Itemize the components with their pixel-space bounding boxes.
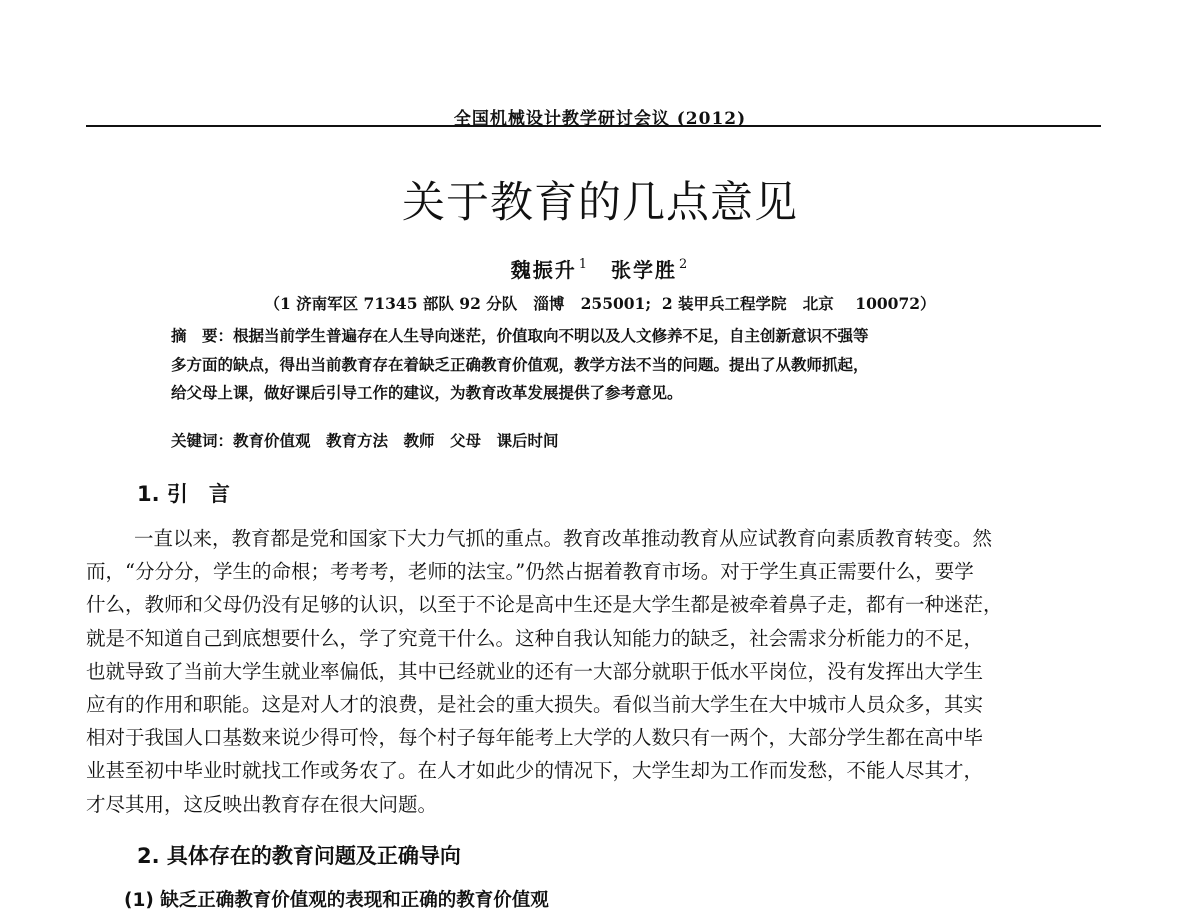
paragraph-line: 一直以来，教育都是党和国家下大力气抓的重点。教育改革推动教育从应试教育向素质教育转变。然	[134, 527, 993, 550]
paper-title: 关于教育的几点意见	[402, 178, 798, 228]
paragraph-line: 才尽其用，这反映出教育存在很大问题。	[86, 792, 438, 816]
section-heading-introduction: 1. 引 言	[137, 482, 230, 506]
paragraph-line: 什么，教师和父母仍没有足够的认识，以至于不论是高中生还是大学生都是被牵着鼻子走，都有一种迷茫，	[86, 593, 1003, 617]
affiliation: （1 济南军区 71345 部队 92 分队 淄博 255001; 2 装甲兵工程学院 北京 100072）	[264, 294, 936, 313]
author-affiliation-mark: 1	[578, 257, 589, 272]
paragraph-line: 应有的作用和职能。这是对人才的浪费，是社会的重大损失。看似当前大学生在大中城市人员众多，其实	[86, 693, 984, 717]
author-list	[0, 254, 1200, 283]
author-name: 张学胜	[611, 258, 677, 282]
paragraph-line: 就是不知道自己到底想要什么，学了究竟干什么。这种自我认知能力的缺乏，社会需求分析能力的不足，	[86, 626, 984, 650]
paragraph-line: 业甚至初中毕业时就找工作或务农了。在人才如此少的情况下，大学生却为工作而发愁，不能人尽其才，	[86, 759, 984, 783]
header-rule	[86, 125, 1101, 127]
introduction-paragraph	[86, 522, 1102, 821]
abstract-line: 给父母上课，做好课后引导工作的建议，为教育改革发展提供了参考意见。	[171, 383, 683, 402]
keywords: 关键词：教育价值观 教育方法 教师 父母 课后时间	[171, 431, 559, 450]
subsection-heading: (1) 缺乏正确教育价值观的表现和正确的教育价值观	[124, 890, 549, 911]
paragraph-line: 而，“分分分，学生的命根；考考考，老师的法宝。”仍然占据着教育市场。对于学生真正需要什么，要学	[86, 560, 974, 584]
running-header: 全国机械设计教学研讨会议 (2012)	[453, 109, 747, 129]
author-affiliation-mark: 2	[679, 257, 690, 272]
abstract-line: 摘 要：根据当前学生普遍存在人生导向迷茫，价值取向不明以及人文修养不足，自主创新意识不强等	[171, 326, 869, 345]
paragraph-line: 也就导致了当前大学生就业率偏低，其中已经就业的还有一大部分就职于低水平岗位，没有发挥出大学生	[86, 659, 984, 683]
section-heading-problems: 2. 具体存在的教育问题及正确导向	[137, 844, 461, 868]
abstract-line: 多方面的缺点，得出当前教育存在着缺乏正确教育价值观，教学方法不当的问题。提出了从教师抓起，	[171, 354, 869, 374]
author-name: 魏振升	[510, 258, 577, 282]
abstract	[171, 322, 1021, 408]
paragraph-line: 相对于我国人口基数来说少得可怜，每个村子每年能考上大学的人数只有一两个，大部分学生都在高中毕	[86, 726, 984, 750]
